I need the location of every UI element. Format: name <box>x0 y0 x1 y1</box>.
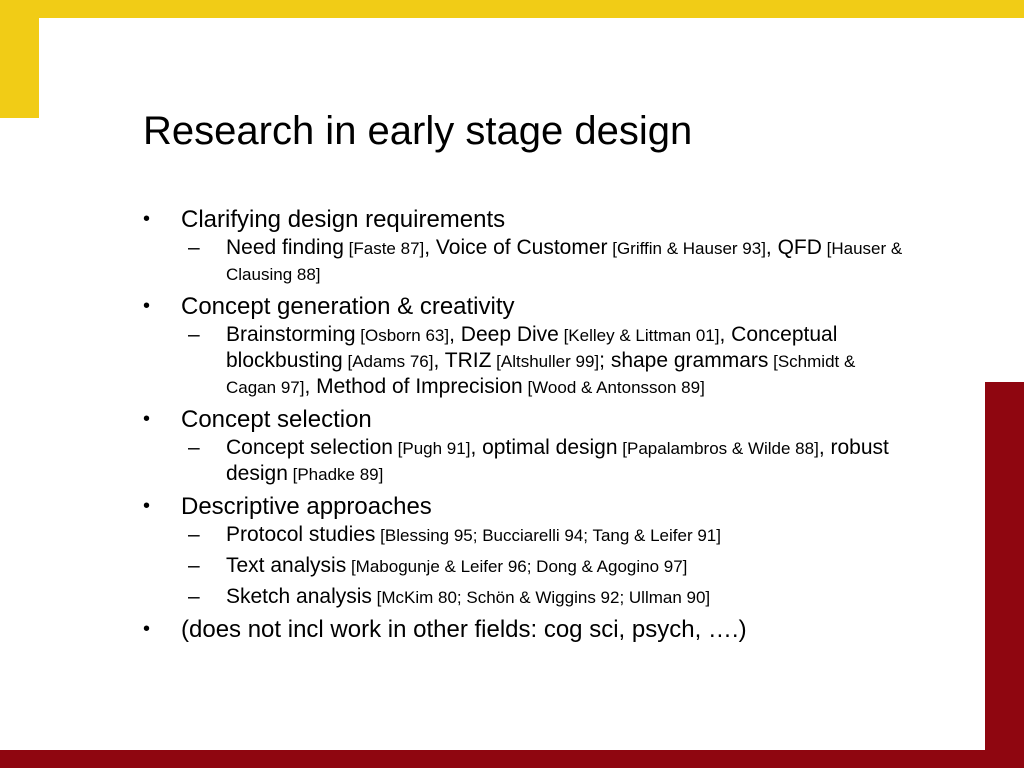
bullet-list <box>143 205 903 645</box>
citation: [McKim 80; Schön & Wiggins 92; Ullman 90] <box>371 588 711 607</box>
citation: [Wood & Antonsson 89] <box>522 378 705 397</box>
bullet-item <box>143 292 903 321</box>
citation: [Phadke 89] <box>287 465 384 484</box>
bullet-icon: • <box>143 295 151 317</box>
topic-text: Need finding <box>226 236 344 259</box>
bottom-accent-bar <box>0 750 1024 768</box>
citation: [Mabogunje & Leifer 96; Dong & Agogino 97] <box>346 557 688 576</box>
dash-icon: – <box>188 585 200 608</box>
bullet-item <box>143 492 903 521</box>
topic-text: Sketch analysis <box>226 585 372 608</box>
bullet-icon: • <box>143 495 151 517</box>
citation: [Pugh 91] <box>392 439 471 458</box>
topic-text: , Voice of Customer <box>424 236 608 259</box>
bullet-icon: • <box>143 618 151 640</box>
topic-text: ; shape grammars <box>599 349 769 372</box>
sub-bullet-item <box>188 322 903 400</box>
topic-text: , TRIZ <box>433 349 492 372</box>
slide-title: Research in early stage design <box>143 109 693 153</box>
topic-text: , robust design <box>226 436 889 485</box>
topic-text: , QFD <box>765 236 822 259</box>
topic-text: Concept selection <box>226 436 393 459</box>
topic-text: , optimal design <box>470 436 618 459</box>
citation: [Altshuller 99] <box>491 352 600 371</box>
bullet-label: Descriptive approaches <box>181 493 432 520</box>
right-accent-bar <box>985 382 1024 768</box>
citation: [Kelley & Littman 01] <box>558 326 720 345</box>
sub-bullet-item <box>188 553 903 579</box>
topic-text: Text analysis <box>226 554 347 577</box>
top-accent-bar <box>0 0 1024 18</box>
dash-icon: – <box>188 436 200 459</box>
citation: [Osborn 63] <box>355 326 450 345</box>
sub-bullet-item <box>188 435 903 487</box>
sub-bullet-item <box>188 522 903 548</box>
sub-bullet-item <box>188 235 903 287</box>
bullet-icon: • <box>143 208 151 230</box>
citation: [Hauser & Clausing 88] <box>226 239 903 284</box>
dash-icon: – <box>188 554 200 577</box>
left-accent-block <box>0 0 39 118</box>
bullet-label: (does not incl work in other fields: cog sci, psych, ….) <box>181 616 747 643</box>
topic-text: , Method of Imprecision <box>304 375 523 398</box>
dash-icon: – <box>188 323 200 346</box>
topic-text: , Deep Dive <box>449 323 559 346</box>
bullet-item <box>143 205 903 234</box>
citation: [Faste 87] <box>343 239 425 258</box>
citation: [Adams 76] <box>342 352 434 371</box>
dash-icon: – <box>188 523 200 546</box>
dash-icon: – <box>188 236 200 259</box>
citation: [Griffin & Hauser 93] <box>607 239 766 258</box>
bullet-item <box>143 615 903 644</box>
topic-text: Brainstorming <box>226 323 356 346</box>
bullet-label: Clarifying design requirements <box>181 206 506 233</box>
topic-text: , Conceptual blockbusting <box>226 323 838 372</box>
citation: [Papalambros & Wilde 88] <box>617 439 819 458</box>
bullet-label: Concept selection <box>181 406 372 433</box>
bullet-label: Concept generation & creativity <box>181 293 515 320</box>
citation: [Blessing 95; Bucciarelli 94; Tang & Leifer 91] <box>375 526 721 545</box>
bullet-item <box>143 405 903 434</box>
bullet-icon: • <box>143 408 151 430</box>
sub-bullet-item <box>188 584 903 610</box>
topic-text: Protocol studies <box>226 523 376 546</box>
citation: [Schmidt & Cagan 97] <box>226 352 856 397</box>
